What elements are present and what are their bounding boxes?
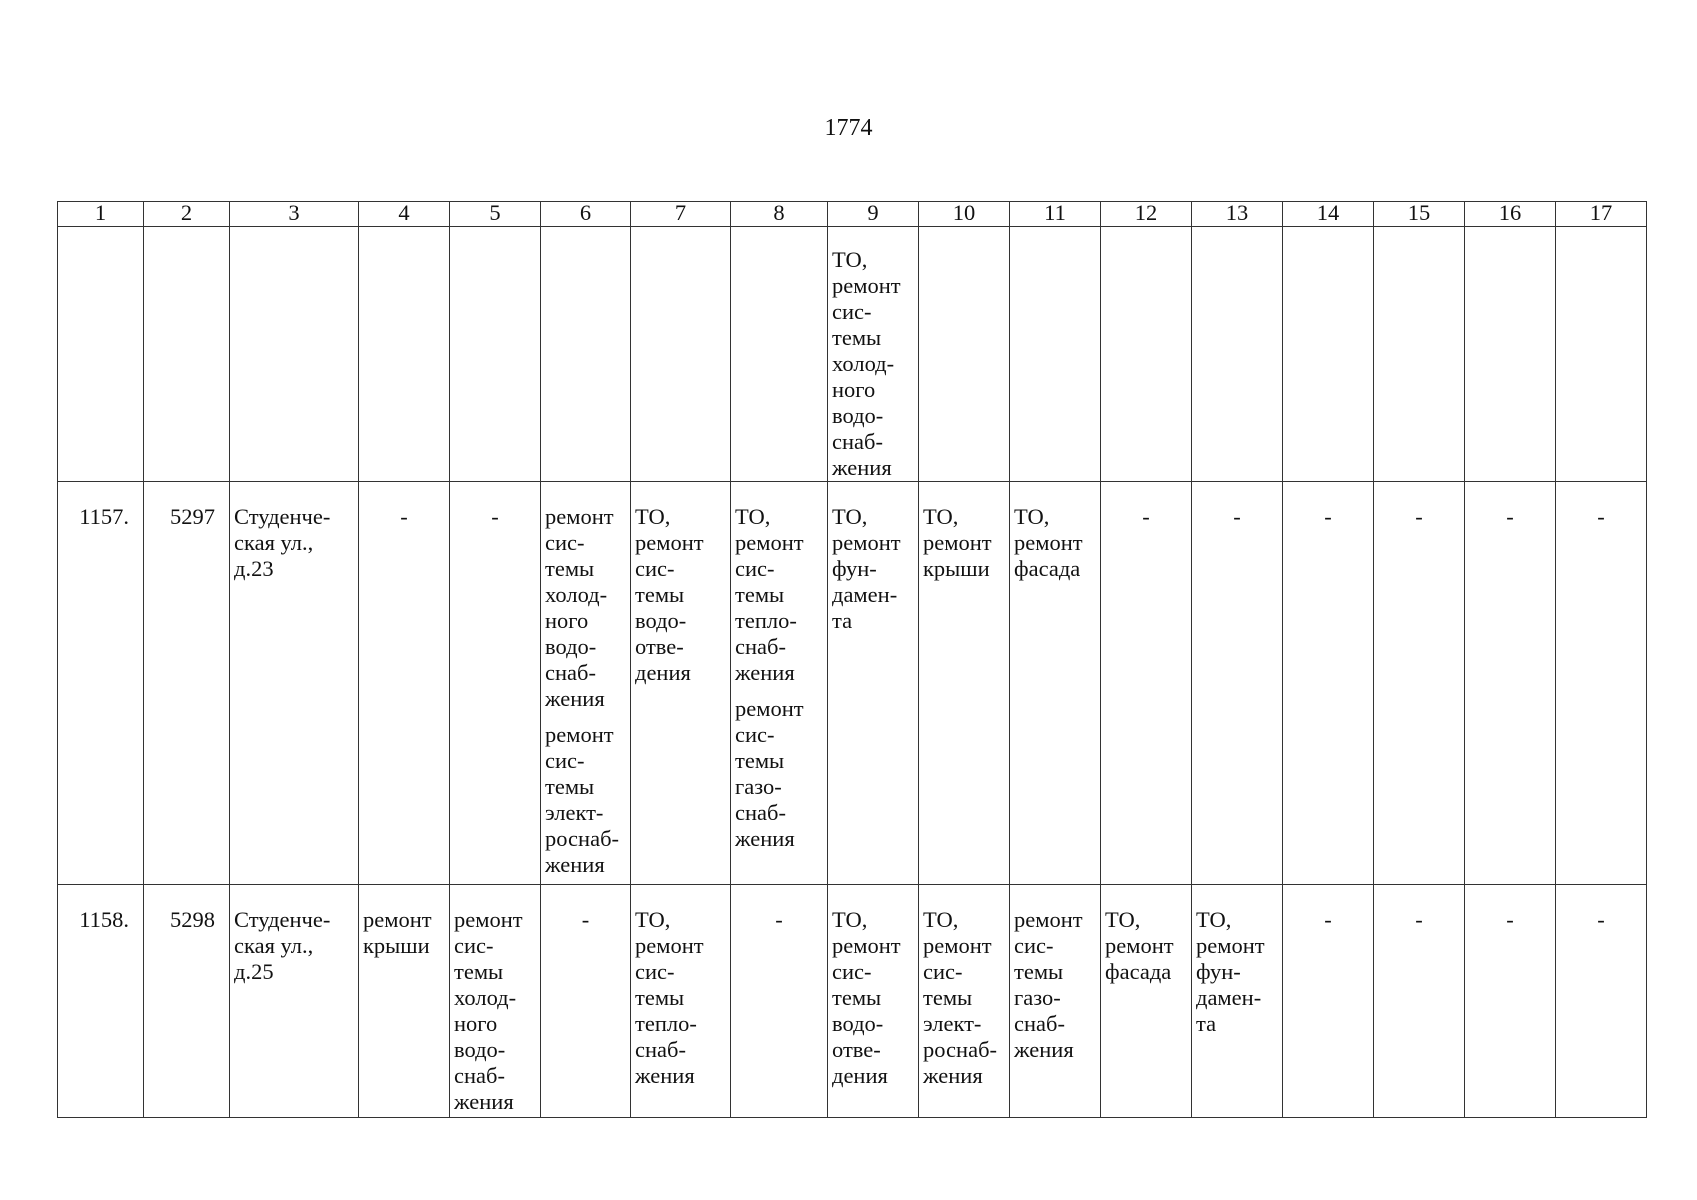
dash-mark: - bbox=[1597, 907, 1605, 932]
table-cell bbox=[631, 482, 731, 885]
table-cell bbox=[1101, 227, 1192, 482]
table-cell bbox=[1374, 227, 1465, 482]
table-cell bbox=[58, 885, 144, 1118]
dash-mark: - bbox=[1233, 504, 1241, 529]
table-cell bbox=[631, 227, 731, 482]
header-cell: 1 bbox=[58, 202, 144, 227]
table-cell bbox=[450, 885, 541, 1118]
dash-mark: - bbox=[1415, 907, 1423, 932]
table-cell bbox=[1101, 482, 1192, 885]
work-item: ремонт сис- темы холод- ного водо- снаб- жения bbox=[454, 907, 523, 1114]
table-cell bbox=[1101, 885, 1192, 1118]
table-cell bbox=[230, 482, 359, 885]
header-cell: 9 bbox=[828, 202, 919, 227]
dash-mark: - bbox=[1324, 907, 1332, 932]
work-item: ТО, ремонт сис- темы тепло- снаб- жения bbox=[635, 907, 704, 1088]
work-item: ТО, ремонт сис- темы водо- отве- дения bbox=[832, 907, 901, 1088]
dash-mark: - bbox=[491, 504, 499, 529]
table-cell bbox=[144, 885, 230, 1118]
work-item: ремонт крыши bbox=[363, 907, 432, 958]
table-cell bbox=[58, 482, 144, 885]
table-cell bbox=[1192, 482, 1283, 885]
table-cell bbox=[631, 885, 731, 1118]
work-list bbox=[631, 482, 730, 686]
table-cell bbox=[359, 227, 450, 482]
object-code: 5297 bbox=[170, 504, 215, 529]
header-cell: 6 bbox=[541, 202, 631, 227]
work-list bbox=[1010, 885, 1100, 1063]
table-cell bbox=[1556, 227, 1647, 482]
work-list bbox=[828, 482, 918, 634]
table-cell bbox=[1374, 482, 1465, 885]
table-cell bbox=[1556, 482, 1647, 885]
repair-schedule-table bbox=[57, 201, 1647, 1118]
table-cell bbox=[1192, 227, 1283, 482]
work-item: ремонт сис- темы газо- снаб- жения bbox=[735, 696, 804, 851]
work-list bbox=[1192, 885, 1282, 1037]
address-text: Студенче- ская ул., д.25 bbox=[234, 907, 331, 984]
work-list bbox=[631, 885, 730, 1089]
work-item: ремонт сис- темы холод- ного водо- снаб- жения bbox=[545, 504, 614, 711]
table-cell bbox=[1010, 482, 1101, 885]
work-list bbox=[359, 885, 449, 959]
dash-mark: - bbox=[1506, 504, 1514, 529]
continuation-row bbox=[58, 227, 1647, 482]
cell-text: ТО, ремонт сис- темы холод- ного водо- снаб- жения bbox=[832, 247, 901, 480]
work-item: ремонт сис- темы элект- роснаб- жения bbox=[545, 722, 620, 877]
table-row bbox=[58, 482, 1647, 885]
table-cell bbox=[1010, 227, 1101, 482]
table-cell bbox=[359, 885, 450, 1118]
table-cell bbox=[1283, 482, 1374, 885]
table-cell bbox=[1465, 885, 1556, 1118]
header-cell: 7 bbox=[631, 202, 731, 227]
header-cell: 2 bbox=[144, 202, 230, 227]
table-cell bbox=[828, 885, 919, 1118]
work-list bbox=[541, 482, 630, 878]
header-cell: 11 bbox=[1010, 202, 1101, 227]
table-cell bbox=[1283, 885, 1374, 1118]
work-list bbox=[828, 885, 918, 1089]
table-cell bbox=[919, 227, 1010, 482]
dash-mark: - bbox=[1506, 907, 1514, 932]
dash-mark: - bbox=[1142, 504, 1150, 529]
dash-mark: - bbox=[1324, 504, 1332, 529]
address-text: Студенче- ская ул., д.23 bbox=[234, 504, 331, 581]
table-cell bbox=[230, 885, 359, 1118]
table-cell bbox=[450, 227, 541, 482]
table-cell bbox=[144, 227, 230, 482]
dash-mark: - bbox=[775, 907, 783, 932]
table-cell bbox=[450, 482, 541, 885]
table-cell bbox=[359, 482, 450, 885]
table-cell bbox=[828, 227, 919, 482]
header-cell: 12 bbox=[1101, 202, 1192, 227]
table-cell bbox=[1465, 227, 1556, 482]
work-item: ремонт сис- темы газо- снаб- жения bbox=[1014, 907, 1083, 1062]
header-cell: 17 bbox=[1556, 202, 1647, 227]
work-item: ТО, ремонт фасада bbox=[1014, 504, 1083, 581]
table-cell bbox=[1374, 885, 1465, 1118]
dash-mark: - bbox=[400, 504, 408, 529]
object-code: 5298 bbox=[170, 907, 215, 932]
page-number: 1774 bbox=[824, 115, 873, 141]
table-cell bbox=[731, 227, 828, 482]
header-cell: 15 bbox=[1374, 202, 1465, 227]
table-row bbox=[58, 885, 1647, 1118]
dash-mark: - bbox=[1597, 504, 1605, 529]
table-cell bbox=[1556, 885, 1647, 1118]
work-item: ТО, ремонт сис- темы водо- отве- дения bbox=[635, 504, 704, 685]
work-item: ТО, ремонт фун- дамен- та bbox=[1196, 907, 1265, 1036]
row-number: 1157. bbox=[79, 504, 129, 529]
table-cell bbox=[230, 227, 359, 482]
header-cell: 8 bbox=[731, 202, 828, 227]
header-cell: 13 bbox=[1192, 202, 1283, 227]
work-list bbox=[731, 482, 827, 852]
table-cell bbox=[731, 885, 828, 1118]
table-cell bbox=[1283, 227, 1374, 482]
header-cell: 5 bbox=[450, 202, 541, 227]
row-number: 1158. bbox=[79, 907, 129, 932]
work-list bbox=[1010, 482, 1100, 582]
header-cell: 10 bbox=[919, 202, 1010, 227]
header-row bbox=[58, 202, 1647, 227]
work-item: ТО, ремонт фун- дамен- та bbox=[832, 504, 901, 633]
work-item: ТО, ремонт сис- темы элект- роснаб- жения bbox=[923, 907, 998, 1088]
table-cell bbox=[828, 482, 919, 885]
work-list bbox=[450, 885, 540, 1115]
work-list bbox=[919, 482, 1009, 582]
work-item: ТО, ремонт фасада bbox=[1105, 907, 1174, 984]
table-cell bbox=[919, 482, 1010, 885]
table-cell bbox=[58, 227, 144, 482]
table-cell bbox=[1010, 885, 1101, 1118]
table-cell bbox=[919, 885, 1010, 1118]
work-item: ТО, ремонт крыши bbox=[923, 504, 992, 581]
table-cell bbox=[541, 227, 631, 482]
table-cell bbox=[144, 482, 230, 885]
table-cell bbox=[541, 482, 631, 885]
dash-mark: - bbox=[581, 907, 590, 932]
work-list bbox=[1101, 885, 1191, 985]
header-cell: 14 bbox=[1283, 202, 1374, 227]
work-item: ТО, ремонт сис- темы тепло- снаб- жения bbox=[735, 504, 804, 685]
header-cell: 4 bbox=[359, 202, 450, 227]
table-cell bbox=[1465, 482, 1556, 885]
table-cell bbox=[1192, 885, 1283, 1118]
dash-mark: - bbox=[1415, 504, 1423, 529]
table-cell bbox=[541, 885, 631, 1118]
header-cell: 3 bbox=[230, 202, 359, 227]
table-cell bbox=[731, 482, 828, 885]
work-list bbox=[919, 885, 1009, 1089]
header-cell: 16 bbox=[1465, 202, 1556, 227]
